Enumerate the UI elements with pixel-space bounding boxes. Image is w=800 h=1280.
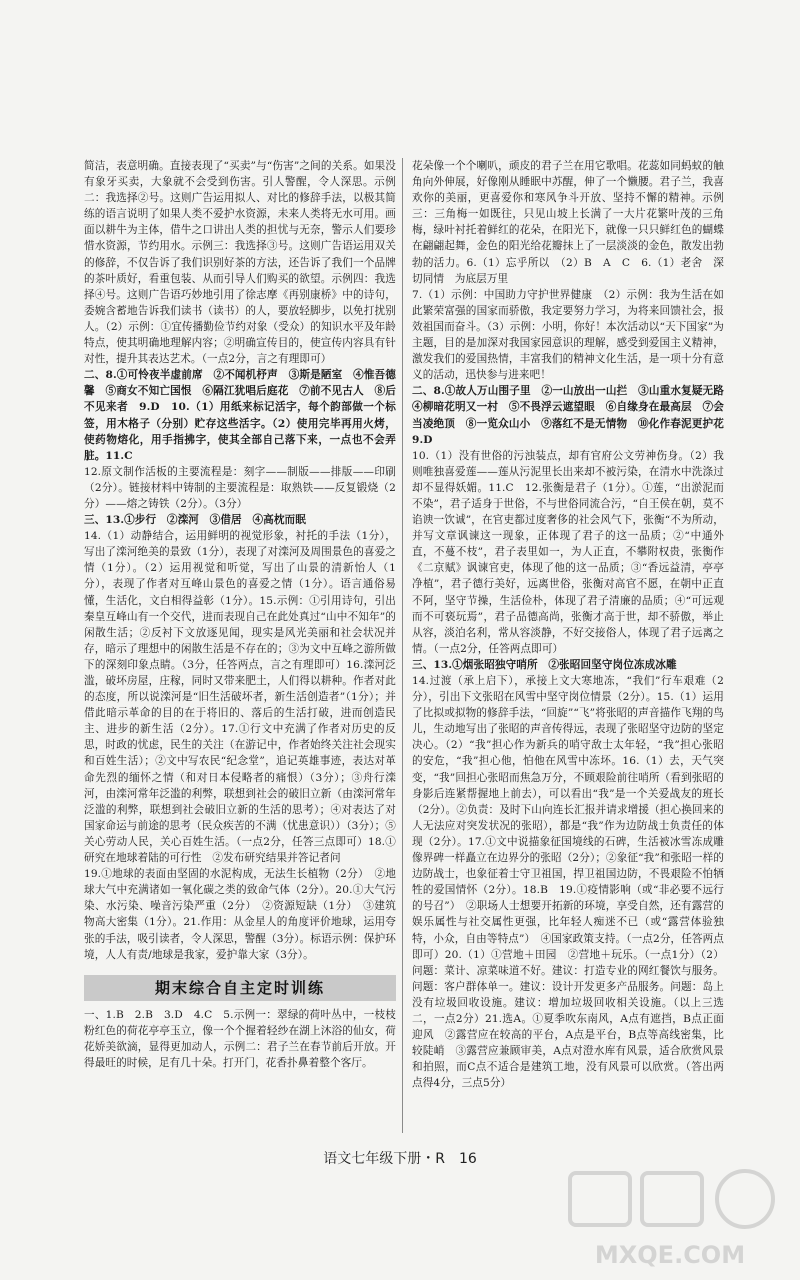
right-column <box>412 158 735 1138</box>
watermark-url: MXQE.COM <box>594 1241 746 1269</box>
section-banner: 期末综合自主定时训练 <box>84 975 396 1001</box>
paragraph: 10.（1）没有世俗的污浊装点，却有官府公文劳神伤身。（2）我则唯独喜爱莲——莲从污泥里长出来却不被污染，在清水中洗涤过却不显得妖媚。11.C 12.张衡是君子（1分）。①莲，“出淤泥而不染”，君子适身于世俗，不与世俗同流合污，“自王侯在朝，莫不谄谀一饮诚”，在官吏都过度奢侈的社会风气下，张衡“不为所动，并写文章讽谏这一现象，正体现了君子的这一品质；②“中通外直，不蔓不枝”，君子表里如一，为人正直，不攀附权贵，张衡作《二京赋》讽谏官吏，体现了他的这一品质；③“香远益清，亭亭净植”，君子德行美好，远离世俗，张衡对高官不愿，在朝中正直不阿，坚守节操，生活俭朴，体现了君子清廉的品质；④“可远观而不可亵玩焉”，君子品德高尚，张衡才高于世，却不骄傲，举止从容，淡泊名利，常从容淡静，不好交接俗人，体现了君子远离之情。（一点2分，任答两点即可） <box>412 449 724 655</box>
page-footer: 语文七年级下册・R 16 <box>323 1151 477 1167</box>
column-divider <box>402 158 403 1133</box>
answer-page <box>84 158 735 1138</box>
paragraph: 三、13.①烟张昭独守哨所 ②张昭回坚守岗位冻成冰雕 <box>412 658 677 671</box>
paragraph: 二、8.①可怜夜半虚前席 ②不闻机杼声 ③斯是陋室 ④惟吾德馨 ⑤商女不知亡国恨 ⑥隔江犹唱后庭花 ⑦前不见古人 ⑧后不见来者 9.D 10.（1）用纸来标记活字，每个韵部做一个标签，用木格子（分别）贮存这些活字。（2）使用完毕再用火烤，使药物熔化，用手指拂字，使其全部自己落下来，一点也不会弄脏。11.C <box>84 369 396 462</box>
paragraph: 14.（1）动静结合，运用鲜明的视觉形象，衬托的手法（1分），写出了滦河绝美的景致（1分），表现了对滦河及周围景色的喜爱之情（1分）。（2）运用视觉和听觉，写出了山景的清新怡人（1分），表现了作者对互峰山景色的喜爱之情（1分）。语言通俗易懂，生活化，文白相得益彰（1分）。15.示例：①引用诗句，引出秦皇互峰山有一个交代，进而表现自己在此处真过“山中不知年”的闲散生活；②反衬下文放逐见闻，现实是风光美丽和社会状况并存，暗示了理想中的闲散生活是不存在的；③为文中互峰之游所做下的深刻印象点睛。（3分，任答两点，言之有理即可）16.滦河泛滥，破坏房屋，庄稼，同时又带来肥土，人们得以耕种。作者对此的态度，所以说滦河是“旧生活破坏者，新生活创造者”（1分）；并借此暗示革命的目的在于将旧的、落后的生活打破，进而创造民主、进步的新生活（2分）。17.①行文中充满了作者对历史的反思，时政的忧虑，民生的关注（在游记中，作者始终关注社会现实和百姓生活）；②文中写农民“纪念堂”，追记英雄事迹，表达对革命先烈的缅怀之情（和对日本侵略者的痛恨）（3分）；③舟行滦河，由滦河常年泛滥的利弊，联想到社会的破旧立新（由滦河常年泛滥的利弊，联想到社会破旧立新的生活的思考）；④对表达了对国家命运与前途的思考（民众疾苦的不满（忧患意识））（3分）；⑤关心劳动人民，关心百姓生活。（一点2分，任答三点即可）18.①研究在地球着陆的可行性 ②发布研究结果并答记者问 <box>84 530 396 865</box>
watermark-logo <box>560 1165 790 1275</box>
paragraph: 7.（1）示例：中国助力守护世界健康 （2）示例：我为生活在如此繁荣富强的国家而骄傲，我定要努力学习，为将来回馈社会，报效祖国而奋斗。（3）示例：小明，你好！本次活动以“天下国家”为主题，目的是加深对我国家园意识的理解，感受到爱国主义精神，激发我们的爱国热情，丰富我们的精神文化生活，是一项十分有意义的活动，迅快参与进来吧！ <box>412 288 724 382</box>
paragraph: 三、13.①步行 ②滦河 ③借居 ④高枕而眠 <box>84 514 306 527</box>
paragraph: 12.原文制作活板的主要流程是：刻字——制版——排版——印刷（2分）。链接材料中铸制的主要流程是：取熟铁——反复锻烧（2分）——熔之铸铁（2分）。（3分） <box>84 465 396 510</box>
paragraph: 19.①地球的表面由坚固的水泥构成，无法生长植物（2分） ②地球大气中充满诸如一氧化碳之类的致命气体（2分）。20.①大气污染、水污染、噪音污染严重（2分） ②资源短缺（1分） ③建筑物高大密集（1分）。21.作用：从金星人的角度评价地球，运用夸张的手法，吸引读者，令人深思，警醒（3分）。标语示例：保护环境，人人有责/地球是我家，爱护靠大家（3分）。 <box>84 868 396 961</box>
paragraph: 简洁，表意明确。直接表现了“买卖”与“伤害”之间的关系。如果没有象牙买卖，大象就不会受到伤害。引人警醒，令人深思。示例二：我选择②号。这则广告运用拟人、对比的修辞手法，以极其简练的语言说明了如果人类不爱护水资源，未来人类将无水可用。画面以耕牛为主体，借牛之口讲出人类的担忧与无奈，警示人们要珍惜水资源，节约用水。示例三：我选择③号。这则广告语运用双关的修辞，不仅告诉了我们识别好茶的方法，还告诉了我们一个品牌的茶叶质好，看重包装、从而引导人们购买的欲望。示例四：我选择④号。这则广告语巧妙地引用了徐志摩《再别康桥》中的诗句，委婉含蓄地告诉我们读书（读书）的人，要放轻脚步，以免打扰别人。（2）示例：①宜传播勤俭节约对象（受众）的知识水平及年龄特点，使其明确地理解内容；②明确宣传目的，使宣传内容具有针对性，提升其表达艺术。（一点2分，言之有理即可） <box>84 160 396 366</box>
paragraph: 花朵像一个个喇叭，顽皮的君子兰在用它歌唱。花蕊如同蚂蚁的触角向外伸展，好像刚从睡眠中苏醒，伸了一个懒腰。君子兰，我喜欢你的美丽，更喜爱你和寒风争斗开放、坚持不懈的精神。示例三：三角梅一如既往，只见山坡上长满了一大片花繁叶茂的三角梅，绿叶衬托着鲜红的花朵，在阳光下，就像一只只鲜红色的蝴蝶在翩翩起舞，金色的阳光给花瓣抹上了一层淡淡的金色，散发出勃勃的活力。6.（1）忘乎所以 （2）B A C 6.（1）老舍 深切同情 为底层万里 <box>412 160 724 285</box>
left-column <box>84 158 396 1138</box>
paragraph: 14.过渡（承上启下），承接上文大寒地冻，“我们”行车艰难（2分），引出下文张昭在风雪中坚守岗位情景（2分）。15.（1）运用了比拟或拟物的修辞手法，“回旋”“飞”将张昭的声音描作飞翔的鸟儿，生动地写出了张昭的声音传得远，表现了张昭坚守边防的坚定决心。（2）“我”担心作为新兵的哨守敌士太年轻，“我”担心张昭的安危，“我”担心他，怕他在风雪中冻坏。16.（1）去，天气突变，“我”回担心张昭而焦急万分，不顾艰险前往哨所（看到张昭的身影后连紧帮握地上前去），可以看出“我”是一个关爱战友的班长（2分）。②负责：及时下山向连长汇报并请求增援（担心换回来的人无法应对突发状况的张昭），都是“我”作为边防战士负责任的体现（2分）。17.①文中说描象征国境线的石碑，生活被冰雪冻成雕像界碑一样矗立在边界分的张昭（2分）；②象征“我”和张昭一样的边防战士，也象征着士守卫祖国，捍卫祖国边防，不畏艰险不怕牺牲的爱国情怀（2分）。18.B 19.①疫情影响（或“非必要不远行的号召”） ②职场人士想要开拓新的环境，享受自然，还有露营的娱乐属性与社交属性更强，比年轻人痴迷不已（或“露营体验独特，小众，自由等特点”） ④国家政策支持。（一点2分，任答两点即可）20.（1）①营地＋田园 ②营地＋玩乐。（一点1分）（2）问题：菜计、凉菜味道不好。建议：打造专业的网红餐饮与服务。问题：客户群体单一。建议：设计开发更多产品服务。问题：岛上没有垃圾回收设施。建议：增加垃圾回收相关设施。（以上三选二，一点2分）21.选A。①夏季吹东南风，A点有遮挡，B点正面迎风 ②露营应在较高的平台，A点是平台，B点等高线密集，比较陡峭 ③露营应兼顾审美，A点对澄水库有风景，适合欣赏风景和拍照，而C点不适合是建筑工地，没有风景可以欣赏。（答出两点得4分，三点5分） <box>412 675 724 1090</box>
paragraph: 一、1.B 2.B 3.D 4.C 5.示例一：翠绿的荷叶丛中，一枝枝粉红色的荷花亭亭玉立，像一个个握着轻纱在湖上沐浴的仙女，荷花娇美欲滴，显得更加动人，示例二：君子兰在春节前后开放。开得最旺的时候，足有几十朵。打开门，花香扑鼻着整个客厅。 <box>84 1008 396 1069</box>
paragraph: 二、8.①故人万山围子里 ②一山放出一山拦 ③山重水复疑无路 ④柳暗花明又一村 ⑤不畏浮云遮望眼 ⑥自缘身在最高层 ⑦会当凌绝顶 ⑧一览众山小 ⑨落红不是无情物 ⑩化作春泥更护花 9.D <box>412 385 735 446</box>
